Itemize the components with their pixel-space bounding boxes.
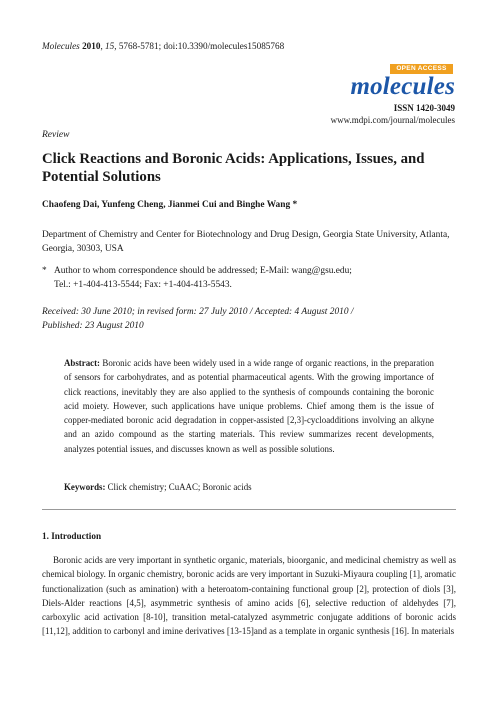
article-type: Review — [42, 130, 70, 140]
correspondence-line-1 — [42, 264, 462, 278]
introduction-paragraph — [42, 553, 456, 639]
citation-pages-doi: , 5768-5781; doi:10.3390/molecules15085768 — [114, 41, 285, 51]
introduction-text: Boronic acids are very important in synthetic organic, materials, bioorganic, and medicinal chemistry as well as chemical biology. In organic chemistry, boronic acids are very important in Suzuki-Miyaura coupling [1], aromatic functionalization (such as amination) with a heteroatom-containing functional group [2], protection of diols [3], Diels-Alder reactions [4,5], asymmetric synthesis of amino acids [6], selective reduction of aldehydes [7], carboxylic acid activation [8-10], transition metal-catalyzed asymmetric conjugate additions of boronic acids [11,12], addition to carbonyl and imine derivatives [13-15]and as a template in organic synthesis [16]. In materials — [42, 555, 456, 637]
abstract-label: Abstract: — [64, 358, 100, 368]
abstract-text: Boronic acids have been widely used in a wide range of organic reactions, in the preparation of sensors for carbohydrates, and as potential pharmaceutical agents. With the growing importance of click reactions, inevitably they are also applied to the synthesis of compounds containing the boronic acid moiety. However, such applications have unique problems. Chief among them is the issue of copper-mediated boronic acid degradation in copper-assisted [2,3]-cycloadditions involving an alkyne and an azido compound as the starting materials. This review summarizes recent developments, analyzes potential issues, and discusses known as well as possible solutions. — [64, 358, 434, 454]
article-title: Click Reactions and Boronic Acids: Applications, Issues, and Potential Solutions — [42, 151, 425, 185]
journal-url[interactable]: www.mdpi.com/journal/molecules — [330, 115, 455, 125]
issn: ISSN 1420-3049 — [393, 103, 455, 113]
author-list: Chaofeng Dai, Yunfeng Cheng, Jianmei Cui and Binghe Wang * — [42, 200, 298, 210]
dates-line-1: Received: 30 June 2010; in revised form: 27 July 2010 / Accepted: 4 August 2010 / — [42, 307, 354, 317]
keywords-text: Click chemistry; CuAAC; Boronic acids — [105, 482, 252, 492]
correspondence-line-2: Tel.: +1-404-413-5544; Fax: +1-404-413-5543. — [54, 280, 232, 290]
affiliation: Department of Chemistry and Center for Biotechnology and Drug Design, Georgia State University, Atlanta, Georgia, 30303, USA — [42, 230, 450, 254]
section-divider — [42, 509, 456, 510]
journal-citation: Molecules 2010, 15, 5768-5781; doi:10.3390/molecules15085768 — [42, 41, 285, 51]
correspondence-note — [42, 264, 462, 292]
citation-year: 2010 — [82, 41, 101, 51]
correspondence-star: * — [42, 266, 47, 276]
correspondence-email: Author to whom correspondence should be addressed; E-Mail: wang@gsu.edu; — [54, 266, 352, 276]
dates-line-2: Published: 23 August 2010 — [42, 321, 144, 331]
keywords-label: Keywords: — [64, 482, 106, 492]
journal-logo: molecules — [350, 73, 455, 100]
keywords — [64, 482, 434, 492]
citation-volume: 15 — [105, 41, 115, 51]
open-access-badge: OPEN ACCESS — [390, 64, 453, 74]
abstract — [64, 356, 434, 456]
journal-name: Molecules — [42, 41, 80, 51]
section-heading-introduction: 1. Introduction — [42, 531, 102, 541]
publication-dates — [42, 305, 462, 333]
